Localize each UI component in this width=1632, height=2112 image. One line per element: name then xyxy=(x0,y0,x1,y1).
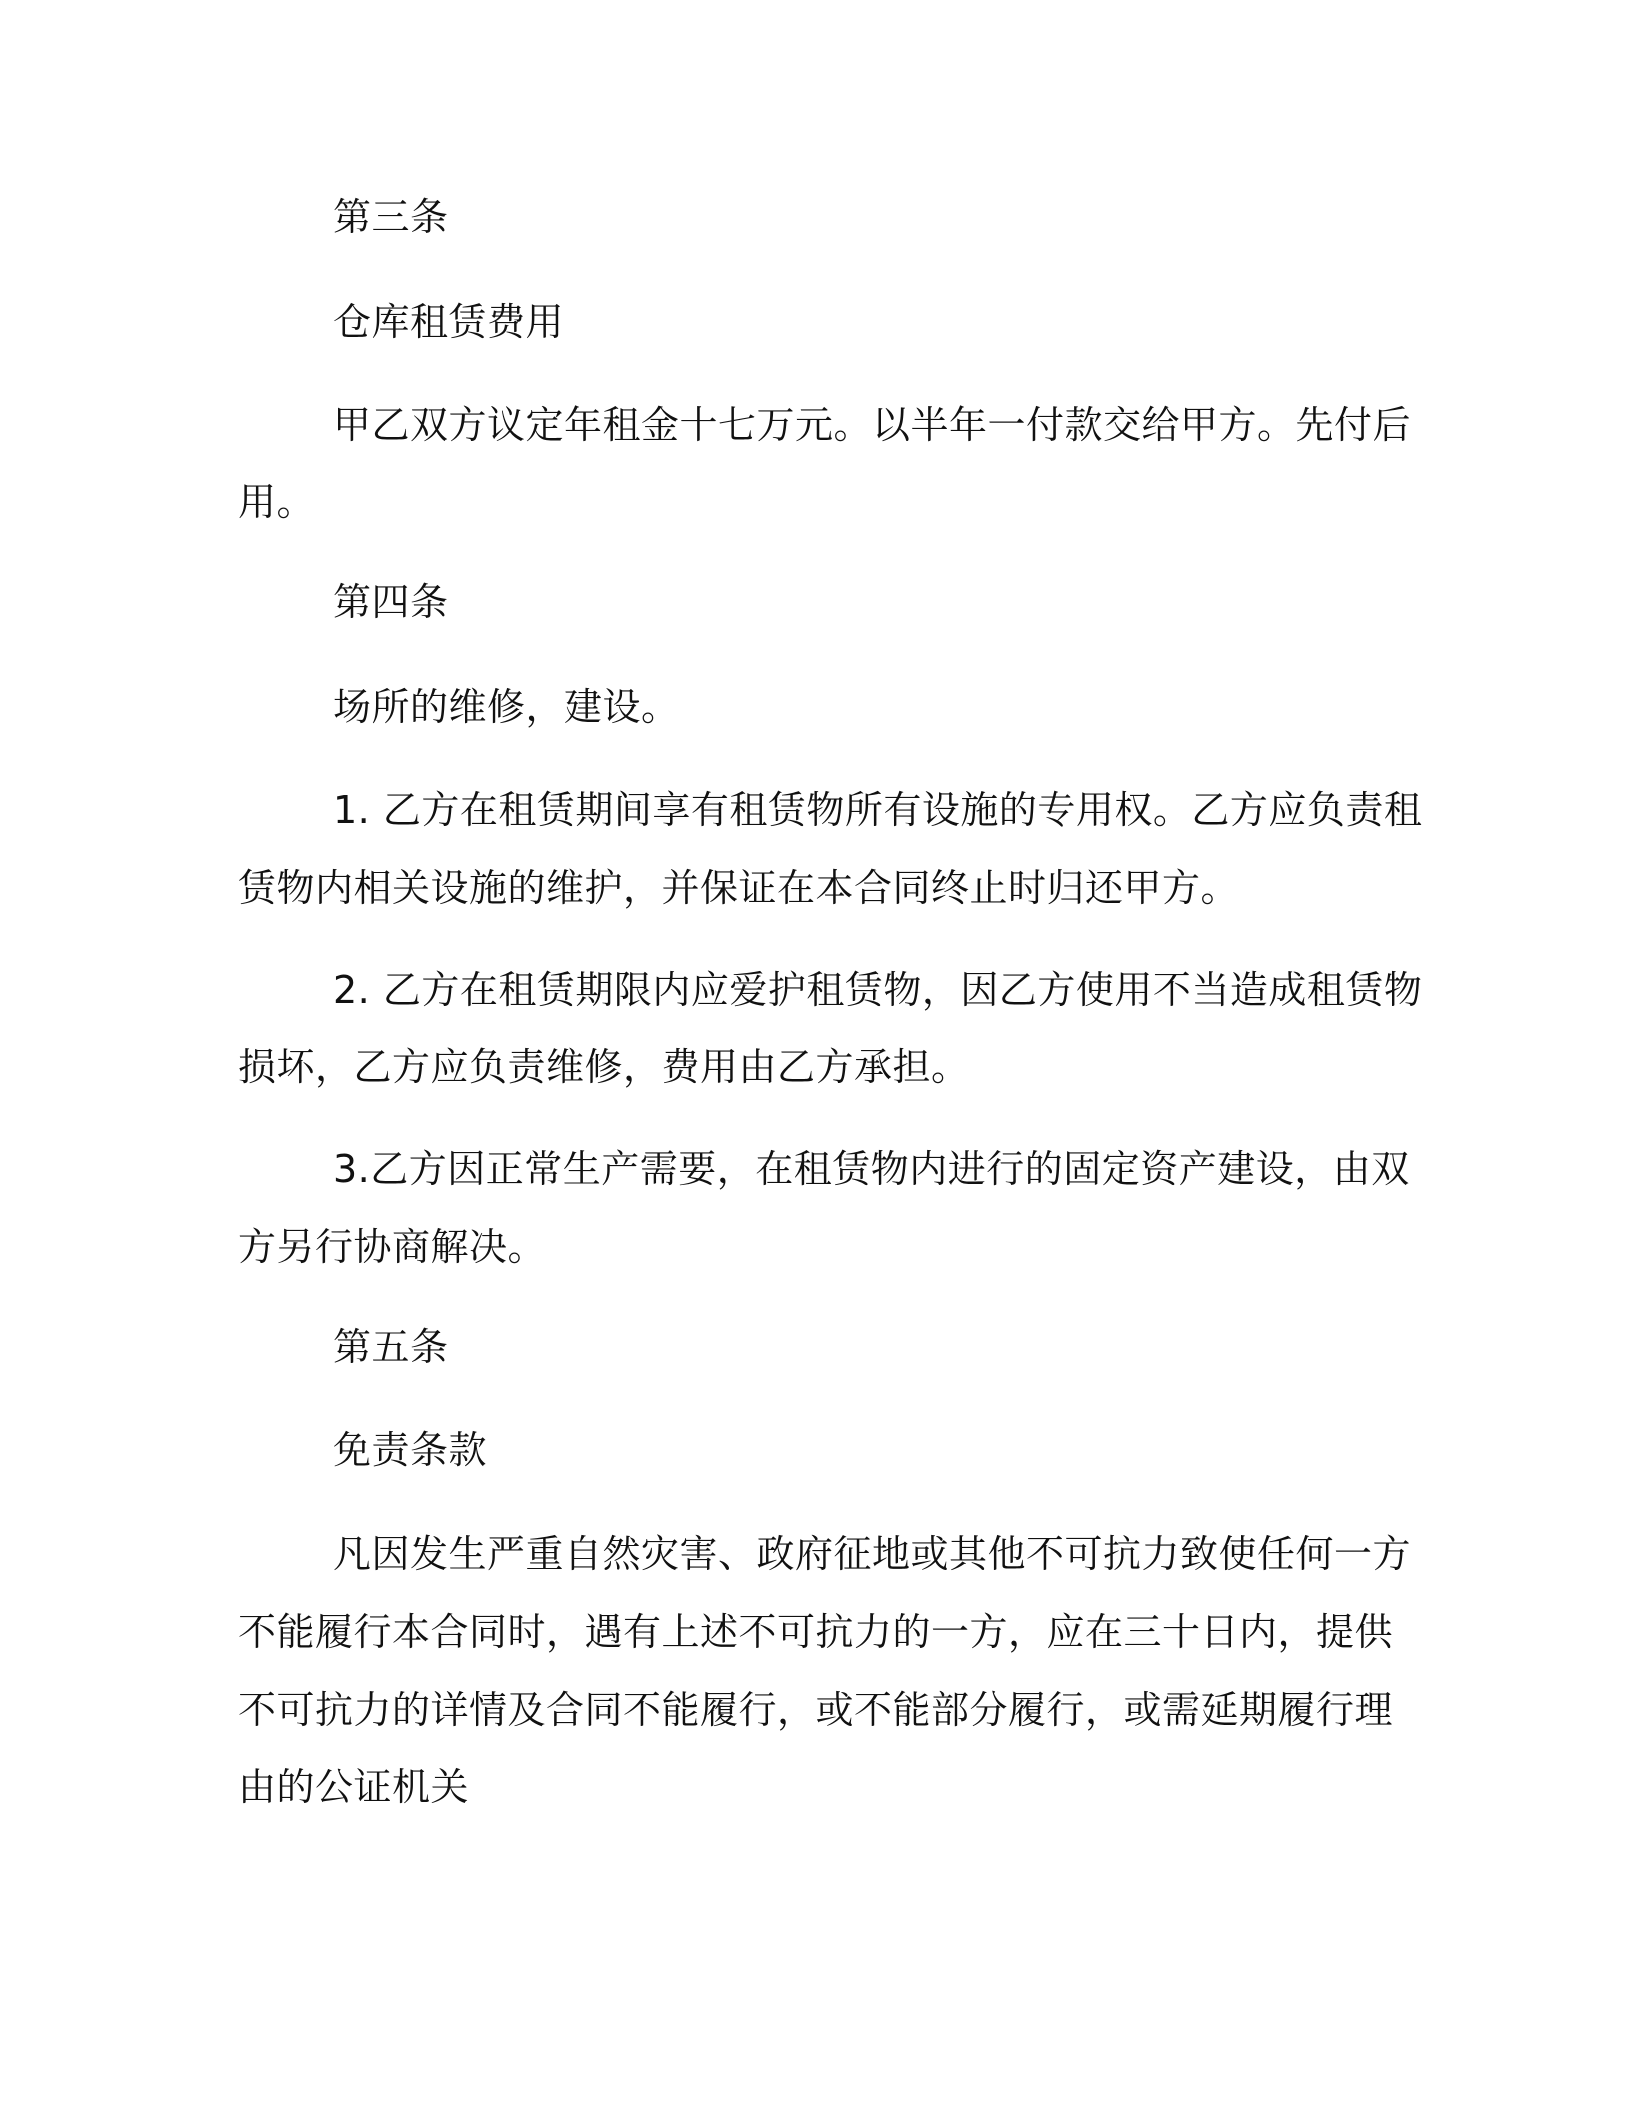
article-4-item-1-line-1: 1. 乙方在租赁期间享有租赁物所有设施的专用权。乙方应负责租 xyxy=(333,788,1423,832)
article-3-text-line-1: 甲乙双方议定年租金十七万元。以半年一付款交给甲方。先付后 xyxy=(333,403,1412,447)
article-3-heading: 第三条 xyxy=(333,195,449,239)
article-5-text-line-4: 由的公证机关 xyxy=(238,1765,470,1809)
article-4-item-2-line-1: 2. 乙方在租赁期限内应爱护租赁物，因乙方使用不当造成租赁物 xyxy=(333,968,1423,1012)
article-4-item-3-line-2: 方另行协商解决。 xyxy=(238,1225,547,1269)
article-4-heading: 第四条 xyxy=(333,580,449,624)
article-5-text-line-2: 不能履行本合同时，遇有上述不可抗力的一方，应在三十日内，提供 xyxy=(238,1610,1394,1654)
article-5-title: 免责条款 xyxy=(333,1428,488,1472)
article-5-text-line-1: 凡因发生严重自然灾害、政府征地或其他不可抗力致使任何一方 xyxy=(333,1532,1412,1576)
article-5-heading: 第五条 xyxy=(333,1325,449,1369)
article-4-title: 场所的维修，建设。 xyxy=(333,685,680,729)
article-3-title: 仓库租赁费用 xyxy=(333,300,565,344)
article-3-text-line-2: 用。 xyxy=(238,480,316,524)
article-4-item-1-line-2: 赁物内相关设施的维护，并保证在本合同终止时归还甲方。 xyxy=(238,866,1240,910)
article-5-text-line-3: 不可抗力的详情及合同不能履行，或不能部分履行，或需延期履行理 xyxy=(238,1688,1394,1732)
article-4-item-3-line-1: 3.乙方因正常生产需要，在租赁物内进行的固定资产建设，由双 xyxy=(333,1147,1410,1191)
article-4-item-2-line-2: 损坏，乙方应负责维修，费用由乙方承担。 xyxy=(238,1045,970,1089)
